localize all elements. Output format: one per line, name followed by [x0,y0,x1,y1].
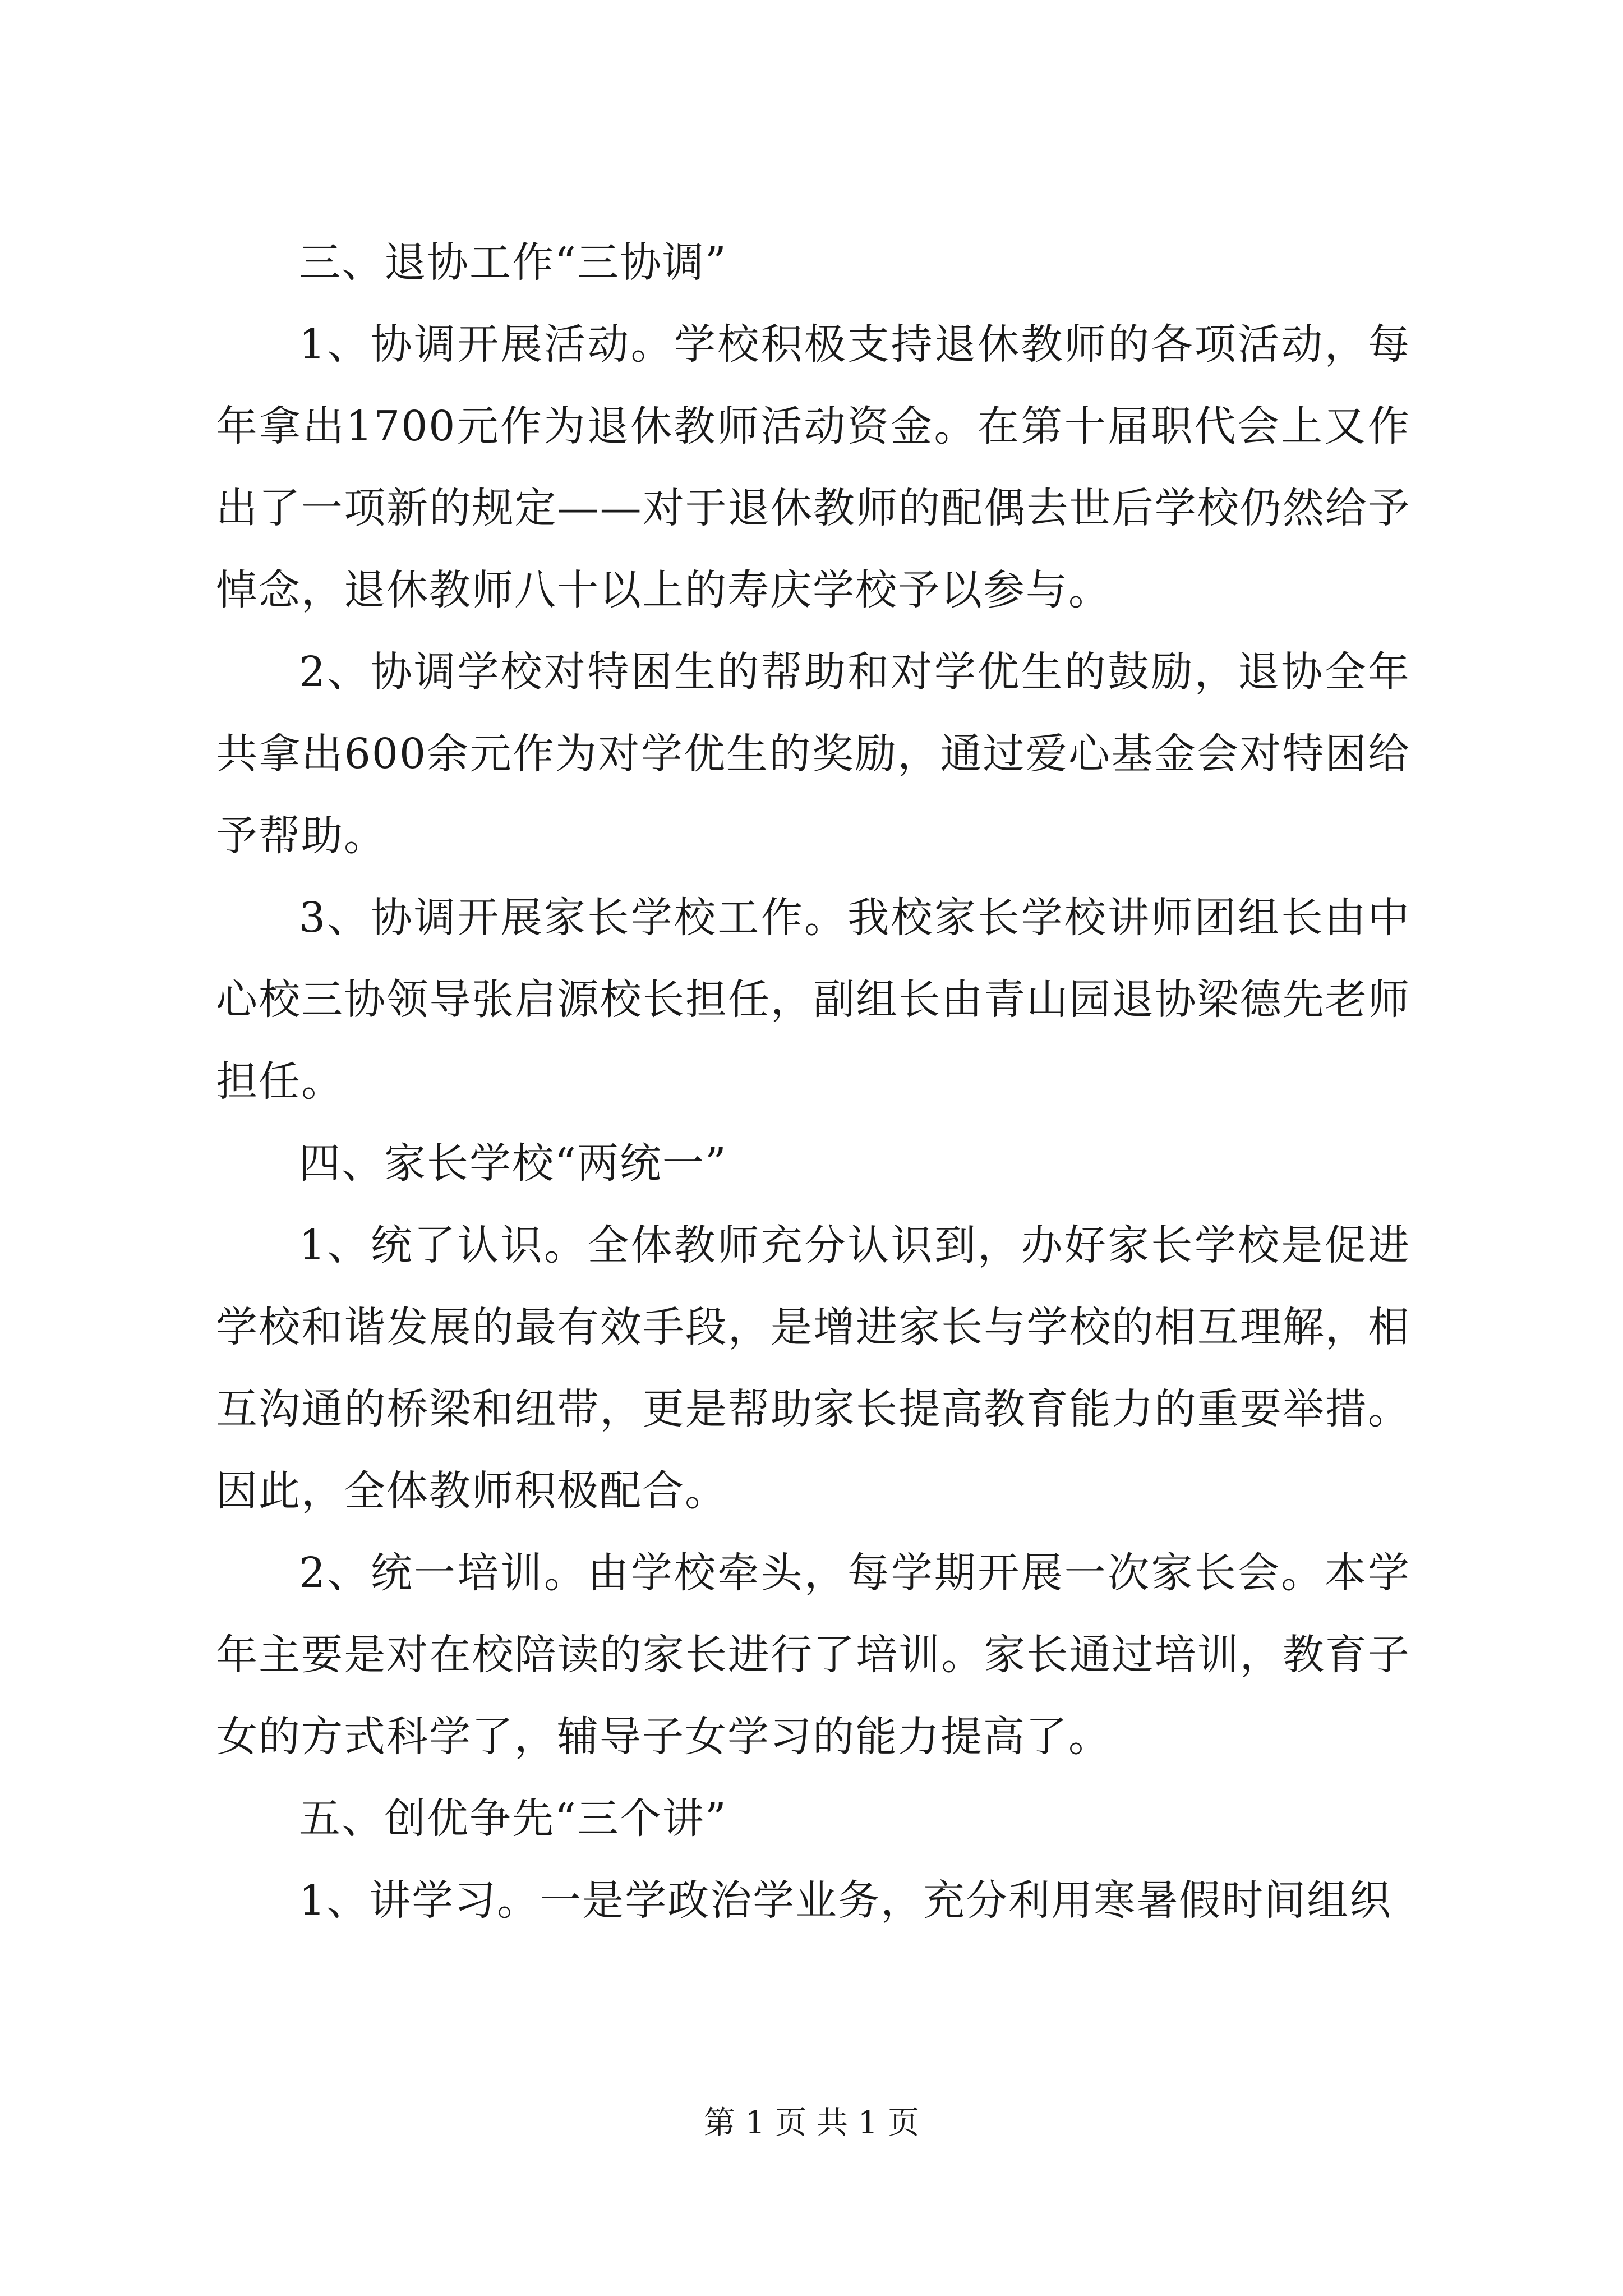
paragraph-3-3: 3、协调开展家长学校工作。我校家长学校讲师团组长由中心校三协领导张启源校长担任，副组长由青山园退协梁德先老师担任。 [216,894,1410,1106]
document-body [216,222,1410,1941]
paragraph-3-1: 1、协调开展活动。学校积极支持退休教师的各项活动，每年拿出1700元作为退休教师活动资金。在第十届职代会上又作出了一项新的规定——对于退休教师的配偶去世后学校仍然给予悼念，退休教师八十以上的寿庆学校予以参与。 [216,320,1410,614]
paragraph-4-2: 2、统一培训。由学校牵头，每学期开展一次家长会。本学年主要是对在校陪读的家长进行了培训。家长通过培训，教育子女的方式科学了，辅导子女学习的能力提高了。 [216,1549,1410,1761]
page-footer: 第 1 页 共 1 页 [703,2105,920,2141]
paragraph-5-1: 1、讲学习。一是学政治学业务，充分利用寒暑假时间组织 [299,1876,1393,1925]
section-heading-3: 三、退协工作“三协调” [299,238,727,287]
section-heading-4: 四、家长学校“两统一” [299,1139,727,1188]
section-heading-5: 五、创优争先“三个讲” [299,1795,727,1843]
paragraph-4-1: 1、统了认识。全体教师充分认识到，办好家长学校是促进学校和谐发展的最有效手段，是增进家长与学校的相互理解，相互沟通的桥梁和纽带，更是帮助家长提高教育能力的重要举措。因此，全体教师积极配合。 [216,1221,1410,1515]
paragraph-3-2: 2、协调学校对特困生的帮助和对学优生的鼓励，退协全年共拿出600余元作为对学优生的奖励，通过爱心基金会对特困给予帮助。 [216,648,1410,860]
